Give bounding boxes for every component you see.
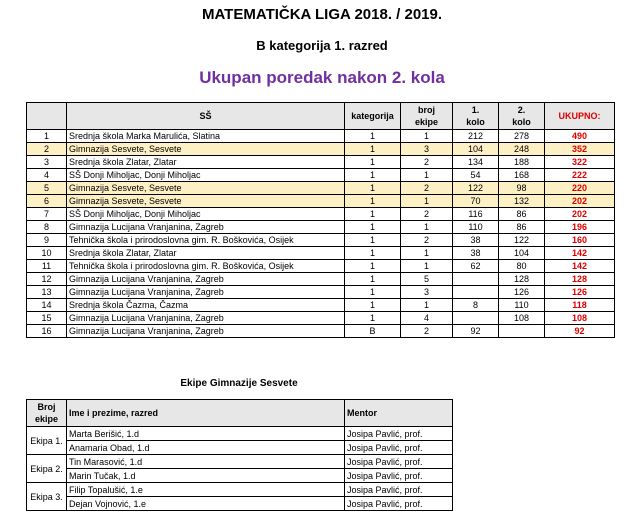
school-cell: Gimnazija Sesvete, Sesvete (67, 195, 345, 208)
rank-cell: 12 (27, 273, 67, 286)
category-cell: 1 (345, 273, 401, 286)
round2-cell: 126 (499, 286, 545, 299)
school-cell: Srednja škola Zlatar, Zlatar (67, 247, 345, 260)
category-cell: 1 (345, 312, 401, 325)
school-cell: Srednja škola Marka Marulića, Slatina (67, 130, 345, 143)
member-name-cell: Marta Berišić, 1.d (67, 427, 345, 441)
team-number-cell: 2 (401, 325, 453, 338)
total-cell: 220 (545, 182, 615, 195)
round1-cell: 70 (453, 195, 499, 208)
round1-cell: 38 (453, 247, 499, 260)
table-row (27, 130, 615, 143)
category-cell: 1 (345, 260, 401, 273)
total-cell: 92 (545, 325, 615, 338)
total-cell: 490 (545, 130, 615, 143)
mentor-cell: Josipa Pavlić, prof. (345, 455, 453, 469)
page-subtitle: B kategorija 1. razred (256, 38, 388, 53)
total-cell: 142 (545, 260, 615, 273)
team-number-cell: 1 (401, 221, 453, 234)
category-cell: B (345, 325, 401, 338)
rank-cell: 4 (27, 169, 67, 182)
team-header-line1: Broj (37, 402, 56, 412)
category-cell: 1 (345, 130, 401, 143)
total-cell: 322 (545, 156, 615, 169)
table-row (27, 221, 615, 234)
team-member-row (27, 455, 453, 469)
team-member-row (27, 497, 453, 511)
round1-cell: 134 (453, 156, 499, 169)
rank-cell: 16 (27, 325, 67, 338)
total-cell: 202 (545, 195, 615, 208)
school-cell: Tehnička škola i prirodoslovna gim. R. Boškovića, Osijek (67, 260, 345, 273)
team-number-cell: 1 (401, 247, 453, 260)
member-name-cell: Tin Marasović, 1.d (67, 455, 345, 469)
total-cell: 160 (545, 234, 615, 247)
team-number-cell: 3 (401, 286, 453, 299)
team-header (27, 400, 67, 427)
round1-cell: 212 (453, 130, 499, 143)
category-cell: 1 (345, 182, 401, 195)
school-cell: Gimnazija Lucijana Vranjanina, Zagreb (67, 312, 345, 325)
category-cell: 1 (345, 169, 401, 182)
table-row (27, 312, 615, 325)
round1-cell: 104 (453, 143, 499, 156)
team-number-cell: 1 (401, 130, 453, 143)
total-cell: 118 (545, 299, 615, 312)
total-cell: 108 (545, 312, 615, 325)
round2-cell: 128 (499, 273, 545, 286)
team-number-header (401, 103, 453, 130)
round1-header-line2: kolo (466, 117, 485, 127)
school-cell: Gimnazija Lucijana Vranjanina, Zagreb (67, 325, 345, 338)
total-cell: 202 (545, 208, 615, 221)
rank-cell: 9 (27, 234, 67, 247)
round1-cell (453, 273, 499, 286)
total-cell: 126 (545, 286, 615, 299)
table-row (27, 143, 615, 156)
team-label-cell: Ekipa 2. (27, 455, 67, 483)
category-cell: 1 (345, 286, 401, 299)
round2-cell: 108 (499, 312, 545, 325)
round1-cell: 8 (453, 299, 499, 312)
round2-cell: 188 (499, 156, 545, 169)
round1-cell (453, 312, 499, 325)
teams-table (26, 399, 453, 511)
teams-title: Ekipe Gimnazije Sesvete (180, 378, 298, 389)
rank-cell: 10 (27, 247, 67, 260)
team-number-header-line2: ekipe (414, 117, 438, 127)
mentor-header: Mentor (345, 400, 453, 427)
school-cell: Gimnazija Sesvete, Sesvete (67, 143, 345, 156)
page-title: MATEMATIČKA LIGA 2018. / 2019. (201, 6, 443, 23)
table-row (27, 299, 615, 312)
category-cell: 1 (345, 234, 401, 247)
table-row (27, 182, 615, 195)
school-cell: Srednja škola Čazma, Čazma (67, 299, 345, 312)
round1-cell: 62 (453, 260, 499, 273)
table-row (27, 169, 615, 182)
round2-cell: 86 (499, 221, 545, 234)
round2-cell: 168 (499, 169, 545, 182)
mentor-cell: Josipa Pavlić, prof. (345, 497, 453, 511)
category-cell: 1 (345, 221, 401, 234)
total-header: UKUPNO: (545, 103, 615, 130)
round2-cell: 80 (499, 260, 545, 273)
school-cell: SŠ Donji Miholjac, Donji Miholjac (67, 208, 345, 221)
team-number-cell: 5 (401, 273, 453, 286)
rank-cell: 1 (27, 130, 67, 143)
total-cell: 196 (545, 221, 615, 234)
round1-cell: 110 (453, 221, 499, 234)
category-cell: 1 (345, 195, 401, 208)
team-member-row (27, 483, 453, 497)
round1-cell (453, 286, 499, 299)
round1-cell: 116 (453, 208, 499, 221)
team-header-line2: ekipe (34, 414, 58, 424)
total-cell: 128 (545, 273, 615, 286)
rank-cell: 15 (27, 312, 67, 325)
category-cell: 1 (345, 247, 401, 260)
school-cell: Gimnazija Sesvete, Sesvete (67, 182, 345, 195)
member-name-cell: Marin Tučak, 1.d (67, 469, 345, 483)
table-row (27, 195, 615, 208)
mentor-cell: Josipa Pavlić, prof. (345, 469, 453, 483)
round1-cell: 122 (453, 182, 499, 195)
team-number-cell: 1 (401, 195, 453, 208)
member-name-cell: Dejan Vojnović, 1.e (67, 497, 345, 511)
category-cell: 1 (345, 299, 401, 312)
team-number-cell: 2 (401, 156, 453, 169)
school-cell: Tehnička škola i prirodoslovna gim. R. Boškovića, Osijek (67, 234, 345, 247)
team-number-header-line1: broj (418, 105, 435, 115)
round2-header (499, 103, 545, 130)
category-cell: 1 (345, 156, 401, 169)
round2-header-line2: kolo (512, 117, 531, 127)
member-name-header: Ime i prezime, razred (67, 400, 345, 427)
table-row (27, 260, 615, 273)
category-cell: 1 (345, 143, 401, 156)
team-number-cell: 1 (401, 299, 453, 312)
category-header: kategorija (345, 103, 401, 130)
team-number-cell: 2 (401, 182, 453, 195)
rank-cell: 8 (27, 221, 67, 234)
table-row (27, 273, 615, 286)
round1-header-line1: 1. (471, 105, 480, 115)
round1-cell: 38 (453, 234, 499, 247)
team-number-cell: 2 (401, 234, 453, 247)
round2-cell: 132 (499, 195, 545, 208)
school-cell: Gimnazija Lucijana Vranjanina, Zagreb (67, 286, 345, 299)
table-row (27, 234, 615, 247)
round2-header-line1: 2. (517, 105, 526, 115)
rank-cell: 11 (27, 260, 67, 273)
team-member-row (27, 469, 453, 483)
mentor-cell: Josipa Pavlić, prof. (345, 441, 453, 455)
team-number-cell: 4 (401, 312, 453, 325)
table-row (27, 208, 615, 221)
round2-cell: 86 (499, 208, 545, 221)
member-name-cell: Anamaria Obad, 1.d (67, 441, 345, 455)
school-cell: Gimnazija Lucijana Vranjanina, Zagreb (67, 273, 345, 286)
rank-cell: 2 (27, 143, 67, 156)
round2-cell: 104 (499, 247, 545, 260)
table-row (27, 325, 615, 338)
rank-cell: 13 (27, 286, 67, 299)
round2-cell: 122 (499, 234, 545, 247)
round2-cell: 278 (499, 130, 545, 143)
round1-header (453, 103, 499, 130)
table-row (27, 286, 615, 299)
rank-cell: 6 (27, 195, 67, 208)
team-number-cell: 1 (401, 169, 453, 182)
mentor-cell: Josipa Pavlić, prof. (345, 483, 453, 497)
team-member-row (27, 441, 453, 455)
school-cell: Srednja škola Zlatar, Zlatar (67, 156, 345, 169)
rank-header (27, 103, 67, 130)
school-cell: SŠ Donji Miholjac, Donji Miholjac (67, 169, 345, 182)
school-header: SŠ (67, 103, 345, 130)
school-cell: Gimnazija Lucijana Vranjanina, Zagreb (67, 221, 345, 234)
team-member-row (27, 427, 453, 441)
teams-header-row (27, 400, 453, 427)
rank-cell: 14 (27, 299, 67, 312)
team-number-cell: 2 (401, 208, 453, 221)
total-cell: 352 (545, 143, 615, 156)
ranking-header-row (27, 103, 615, 130)
rank-cell: 5 (27, 182, 67, 195)
round2-cell: 248 (499, 143, 545, 156)
mentor-cell: Josipa Pavlić, prof. (345, 427, 453, 441)
round2-cell (499, 325, 545, 338)
ranking-heading: Ukupan poredak nakon 2. kola (199, 68, 445, 87)
table-row (27, 156, 615, 169)
team-label-cell: Ekipa 3. (27, 483, 67, 511)
round2-cell: 110 (499, 299, 545, 312)
round2-cell: 98 (499, 182, 545, 195)
category-cell: 1 (345, 208, 401, 221)
total-cell: 222 (545, 169, 615, 182)
table-row (27, 247, 615, 260)
rank-cell: 3 (27, 156, 67, 169)
team-number-cell: 1 (401, 260, 453, 273)
team-number-cell: 3 (401, 143, 453, 156)
rank-cell: 7 (27, 208, 67, 221)
member-name-cell: Filip Topalušić, 1.e (67, 483, 345, 497)
total-cell: 142 (545, 247, 615, 260)
round1-cell: 92 (453, 325, 499, 338)
team-label-cell: Ekipa 1. (27, 427, 67, 455)
round1-cell: 54 (453, 169, 499, 182)
ranking-table (26, 102, 615, 338)
